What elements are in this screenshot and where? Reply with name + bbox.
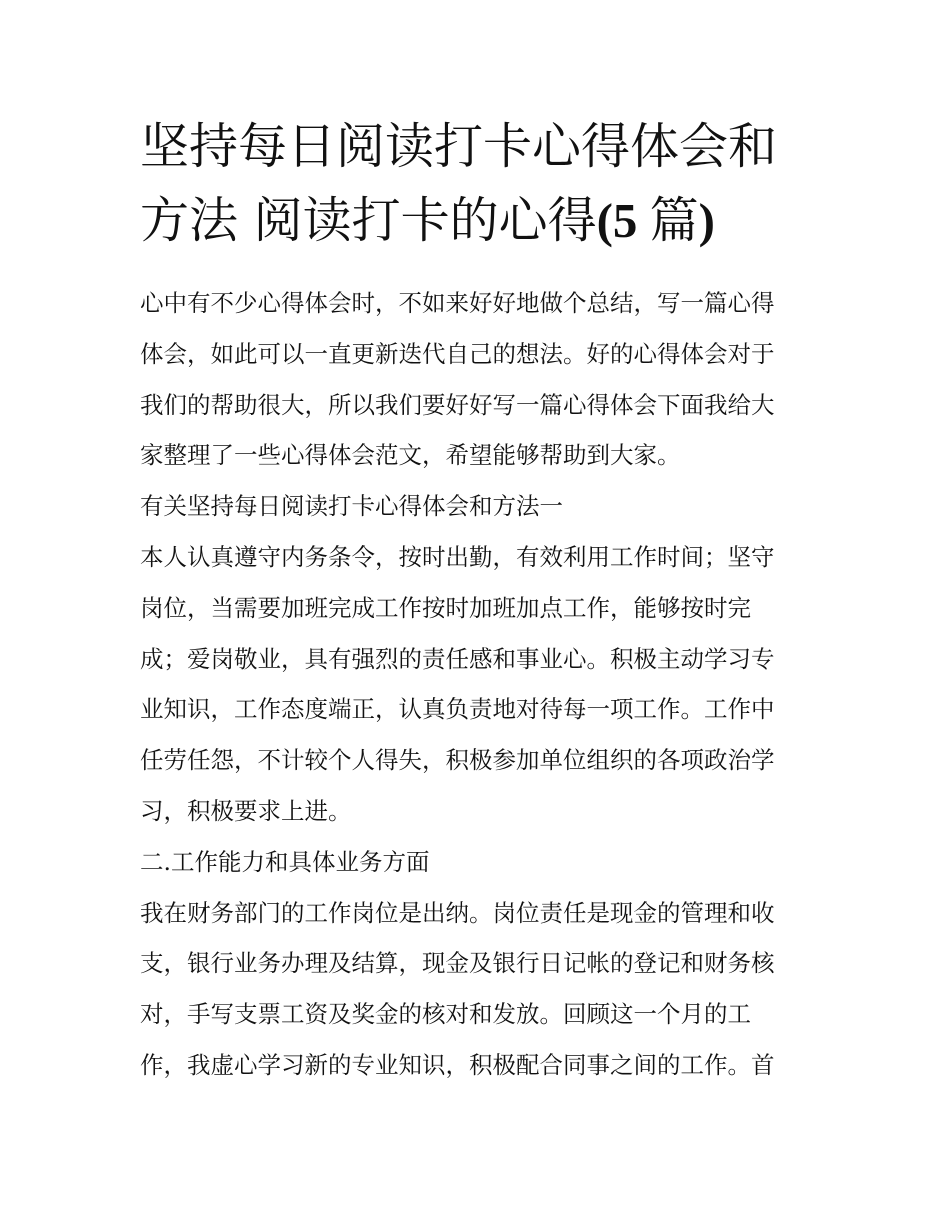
section-heading: 有关坚持每日阅读打卡心得体会和方法一 — [140, 492, 563, 521]
body-line: 岗位，当需要加班完成工作按时加班加点工作，能够按时完 — [140, 593, 751, 622]
section-heading: 二.工作能力和具体业务方面 — [140, 847, 430, 876]
body-line: 任劳任怨，不计较个人得失，积极参加单位组织的各项政治学 — [140, 746, 775, 775]
body-line: 我们的帮助很大，所以我们要好好写一篇心得体会下面我给大 — [140, 390, 775, 419]
body-line: 体会，如此可以一直更新迭代自己的想法。好的心得体会对于 — [140, 339, 775, 368]
body-line: 支，银行业务办理及结算，现金及银行日记帐的登记和财务核 — [140, 949, 775, 978]
body-line: 我在财务部门的工作岗位是出纳。岗位责任是现金的管理和收 — [140, 898, 775, 927]
title-line-2-text: 方法 阅读打卡的心得 — [140, 192, 597, 249]
body-line: 本人认真遵守内务条令，按时出勤，有效利用工作时间；坚守 — [140, 542, 775, 571]
document-title — [140, 110, 830, 258]
title-count-unit: 篇 — [649, 192, 699, 249]
body-line: 对，手写支票工资及奖金的核对和发放。回顾这一个月的工 — [140, 1000, 751, 1029]
body-line: 心中有不少心得体会时，不如来好好地做个总结，写一篇心得 — [140, 289, 775, 317]
title-count-open: (5 — [596, 193, 650, 248]
title-line-1: 坚持每日阅读打卡心得体会和 — [140, 118, 778, 175]
title-line-2 — [140, 184, 830, 258]
body-line: 习，积极要求上进。 — [140, 796, 352, 825]
body-line: 家整理了一些心得体会范文，希望能够帮助到大家。 — [140, 441, 681, 470]
document-body — [140, 278, 830, 1091]
title-count-close: ) — [698, 193, 715, 248]
body-line: 成；爱岗敬业，具有强烈的责任感和事业心。积极主动学习专 — [140, 644, 775, 673]
body-line: 作，我虚心学习新的专业知识，积极配合同事之间的工作。首 — [140, 1050, 775, 1079]
body-line: 业知识，工作态度端正，认真负责地对待每一项工作。工作中 — [140, 695, 775, 724]
